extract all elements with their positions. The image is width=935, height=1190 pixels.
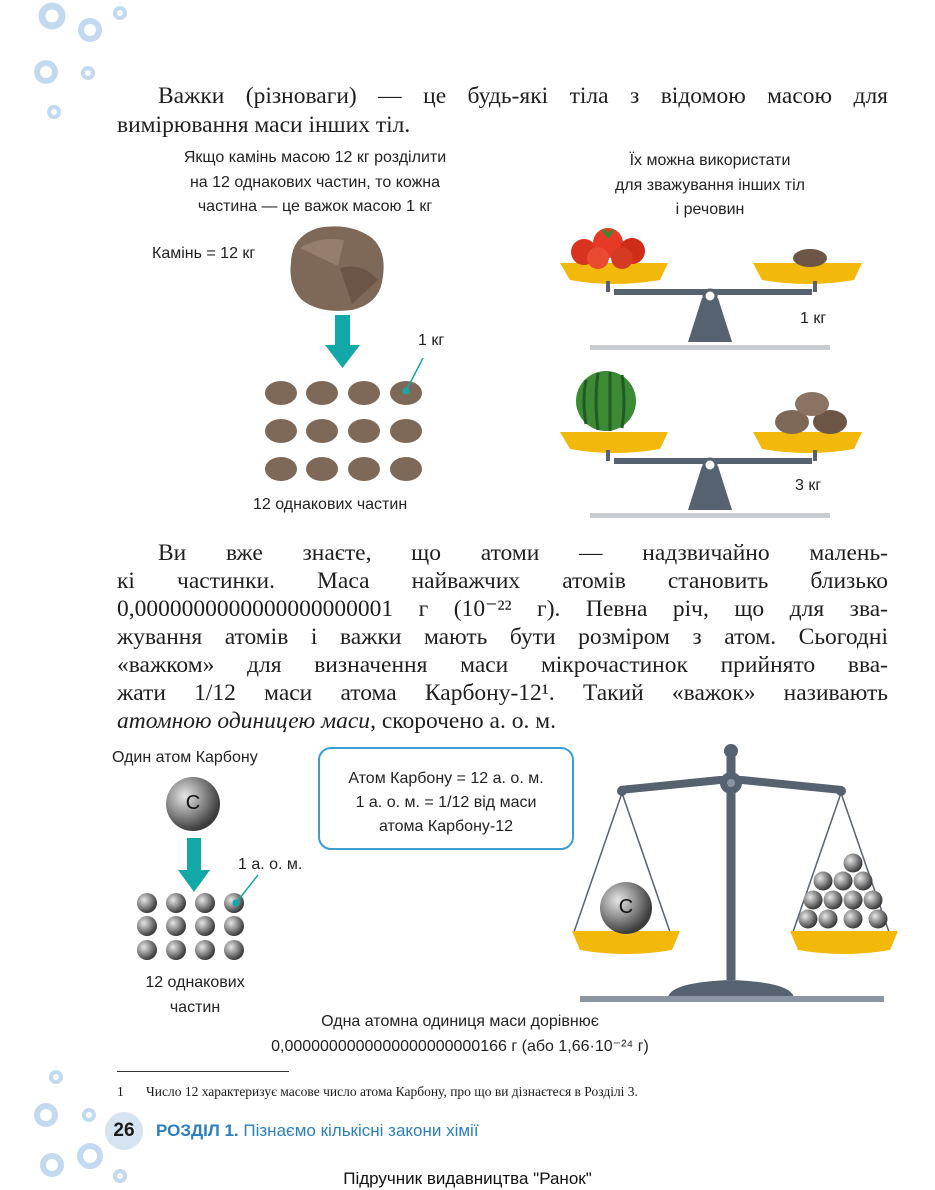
amu-info-box: [318, 747, 574, 850]
piece-label: 1 кг: [418, 332, 445, 349]
carbon-pieces-grid: [137, 893, 244, 960]
stone-label: Камінь = 12 кг: [152, 245, 256, 262]
stone-caption-line-2: на 12 однакових частин, то кожна: [189, 173, 441, 191]
amu-value-caption: [200, 1010, 720, 1059]
atoms-line-6: жати 1/12 маси атома Карбону-12¹. Такий «важок» називають: [117, 680, 888, 706]
stone-caption-line-1: Якщо камінь масою 12 кг розділити: [183, 149, 447, 166]
intro-line-2: вимірювання маси інших тіл.: [117, 112, 411, 138]
scales-caption-line-1: Їх можна використати: [629, 152, 791, 169]
atoms-line-5: «важком» для визначення маси мікрочастинок прийнято вва-: [117, 652, 888, 678]
atoms-line-3: 0,0000000000000000000001 г (10⁻²² г). Певна річ, що для зва-: [117, 596, 888, 622]
carbon-atom-symbol: C: [185, 792, 201, 814]
footnote-text: Число 12 характеризує масове число атома Карбону, про що ви дізнаєтеся в Розділі 3.: [146, 1084, 638, 1099]
amu-label: 1 а. о. м.: [238, 856, 303, 873]
info-box-line-3: атома Карбону-12: [378, 818, 514, 835]
section-title: Пізнаємо кількісні закони хімії: [243, 1121, 479, 1140]
section-label: РОЗДІЛ 1.: [156, 1121, 239, 1140]
footnote-marker: 1: [117, 1084, 124, 1099]
scale-atoms-pile: [799, 854, 888, 929]
intro-line-1: Важки (різноваги) — це будь-які тіла з відомою масою для: [158, 83, 888, 109]
amu-abbrev: , скорочено а. о. м.: [370, 708, 556, 734]
amu-value-line-1: Одна атомна одиниця маси дорівнює: [321, 1013, 599, 1030]
section-header: [156, 1121, 479, 1141]
amu-value-line-2: 0,0000000000000000000000166 г (або 1,66·10⁻²⁴ г): [271, 1037, 649, 1055]
amu-term: атомною одиницею маси: [117, 708, 371, 734]
carbon-title: Один атом Карбону: [112, 749, 258, 766]
scale2-weight-label: 3 кг: [795, 477, 822, 494]
scales-caption-line-3: і речовин: [675, 201, 745, 218]
info-box-line-1: Атом Карбону = 12 а. о. м.: [348, 770, 544, 787]
publisher-line: Підручник видавництва "Ранок": [343, 1169, 592, 1188]
page-number: 26: [113, 1120, 135, 1141]
scale-atom-symbol: C: [618, 896, 634, 918]
carbon-pieces-caption-line-1: 12 однакових: [145, 974, 245, 991]
atoms-line-1: Ви вже знаєте, що атоми — надзвичайно малень-: [158, 540, 888, 566]
carbon-pieces-caption-line-2: частин: [169, 998, 221, 1016]
carbon-down-arrow-icon: [178, 838, 210, 892]
amu-pointer-icon: [233, 875, 259, 907]
pieces-caption: 12 однакових частин: [253, 496, 408, 513]
atoms-line-2: кі частинки. Маса найважчих атомів становить близько: [117, 568, 888, 594]
info-box-line-2: 1 а. о. м. = 1/12 від маси: [355, 794, 537, 811]
scale1-weight-label: 1 кг: [800, 310, 827, 327]
footnote-divider: [117, 1071, 289, 1072]
large-balance-icon: [572, 744, 898, 1002]
stone-caption-line-3: частина — це важок масою 1 кг: [197, 198, 433, 215]
scales-caption-line-2: для зважування інших тіл: [614, 176, 806, 194]
atoms-line-4: жування атомів і важки мають бути розміром з атом. Сьогодні: [117, 624, 888, 650]
